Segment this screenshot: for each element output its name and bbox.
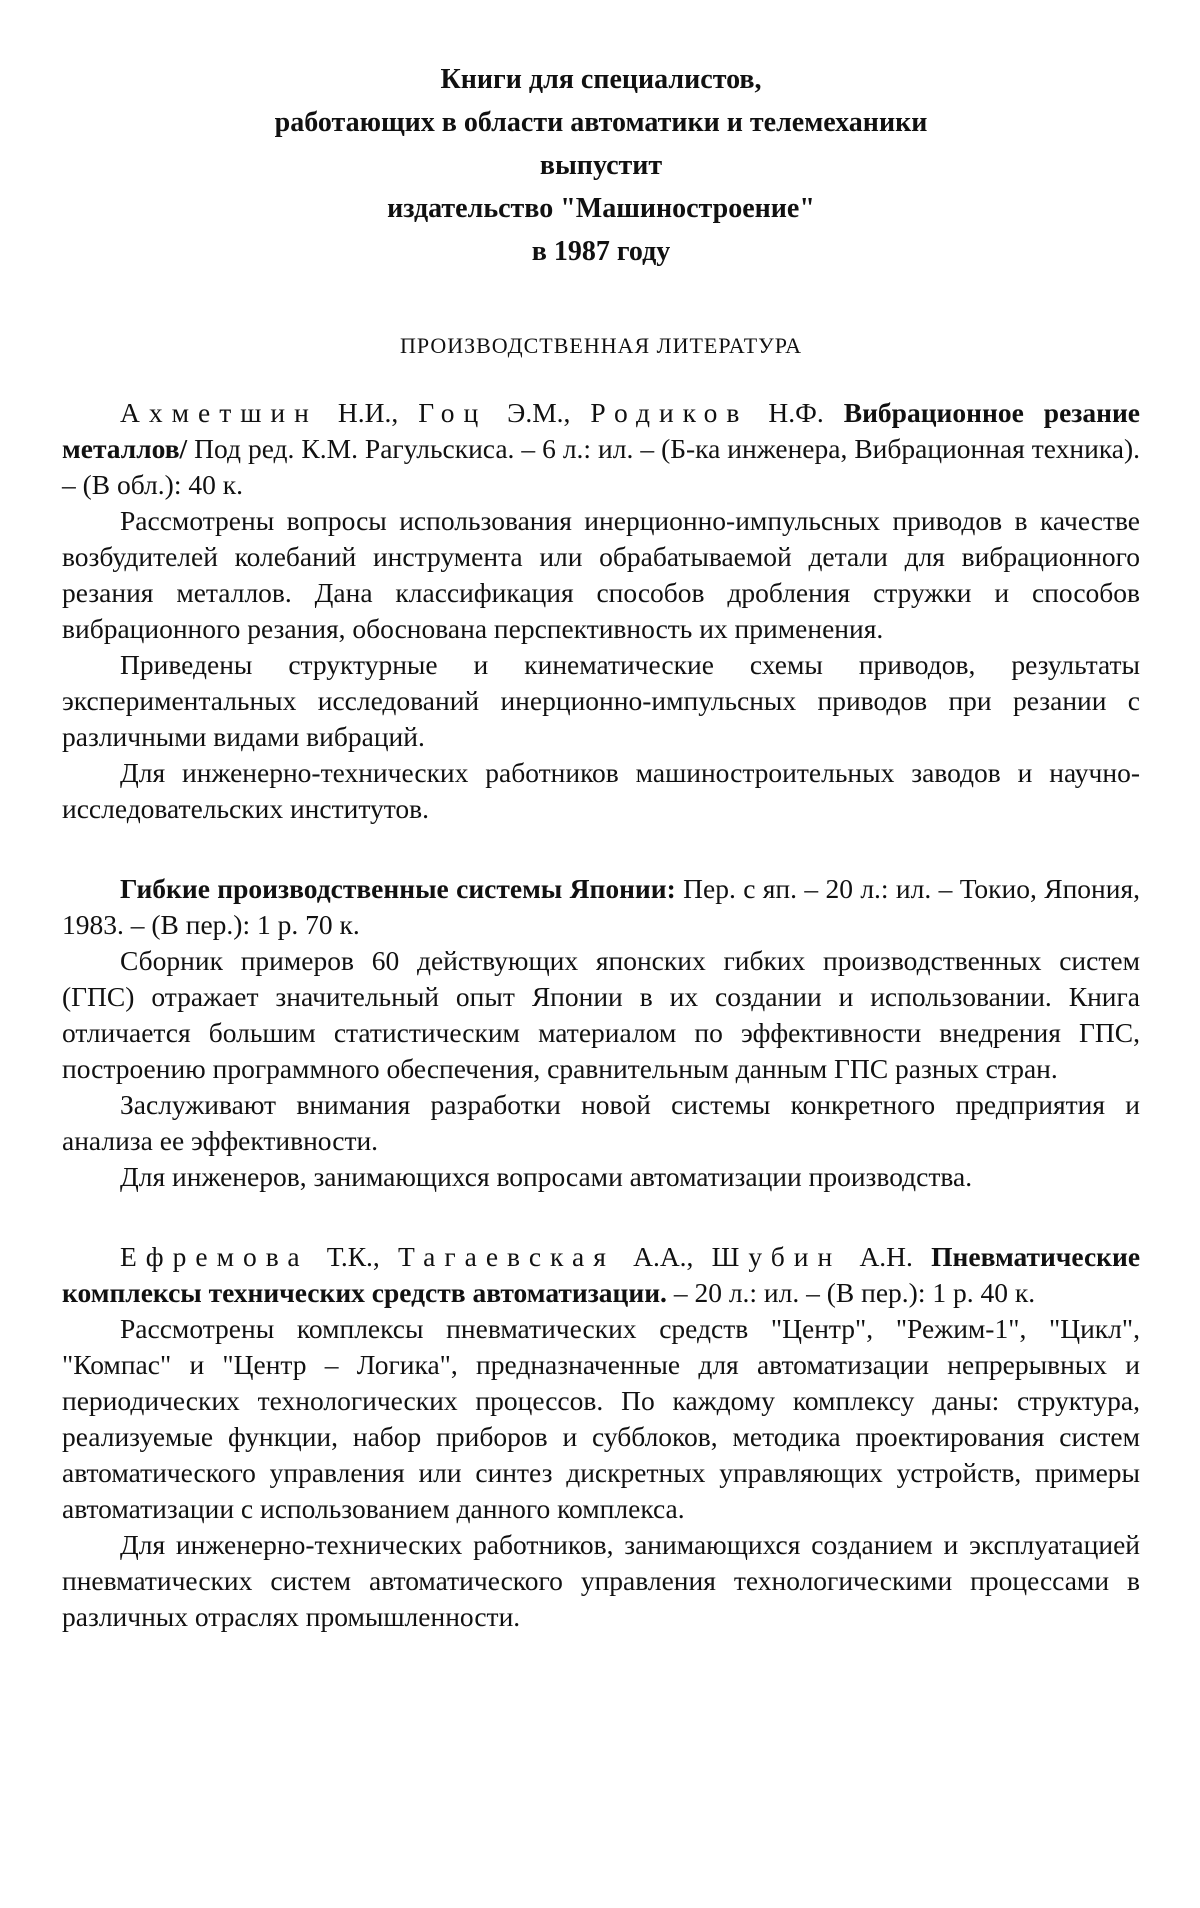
author-name: Ахметшин [120, 397, 318, 428]
audience-paragraph: Для инженеров, занимающихся вопросами автоматизации производства. [120, 1161, 973, 1192]
audience-paragraph: Для инженерно-технических работников машиностроительных заводов и научно-исследовательских институтов. [62, 757, 1140, 824]
book-details: – 20 л.: ил. – (В пер.): 1 р. 40 к. [673, 1277, 1036, 1308]
book-title: Пневматические комплексы технических средств автоматизации. [62, 1241, 1141, 1308]
bibliographic-record [62, 395, 1140, 503]
announcement-header [62, 58, 1140, 273]
header-line-4: издательство "Машиностроение" [387, 193, 815, 224]
author-name: Ефремова [120, 1241, 309, 1272]
audience-paragraph: Для инженерно-технических работников, занимающихся созданием и эксплуатацией пневматических систем автоматического управления технологическими процессами в различных отраслях промышленности. [62, 1529, 1140, 1632]
book-title: Вибрационное резание металлов/ [62, 397, 1140, 464]
book-entry [62, 871, 1140, 1195]
author-name: Гоц [418, 397, 488, 428]
header-line-1: Книги для специалистов, [440, 64, 762, 95]
section-heading: ПРОИЗВОДСТВЕННАЯ ЛИТЕРАТУРА [399, 333, 803, 358]
author-name: Шубин [711, 1241, 842, 1272]
bibliographic-record [62, 1239, 1140, 1311]
author-initials: Э.М., [507, 397, 571, 428]
description-paragraph: Рассмотрены вопросы использования инерционно-импульсных приводов в качестве возбудителей колебаний инструмента или обрабатываемой детали для вибрационного резания металлов. Дана классификация способов дробления стружки и способов вибрационного резания, обоснована перспективность их применения. [62, 505, 1140, 644]
book-title: Гибкие производственные системы Японии: [120, 873, 676, 904]
book-details: Пер. с яп. – 20 л.: ил. – Токио, Япония, 1983. – (В пер.): 1 р. 70 к. [62, 873, 1141, 940]
author-initials: А.Н. [859, 1241, 913, 1272]
book-entry [62, 395, 1140, 827]
author-initials: А.А., [633, 1241, 694, 1272]
description-paragraph: Рассмотрены комплексы пневматических средств "Центр", "Режим-1", "Цикл", "Компас" и "Центр – Логика", предназначенные для автоматизации непрерывных и периодических технологических процессов. По каждому комплексу даны: структура, реализуемые функции, набор приборов и субблоков, методика проектирования систем автоматического управления или синтез дискретных управляющих устройств, примеры автоматизации с использованием данного комплекса. [62, 1313, 1140, 1524]
description-paragraph: Заслуживают внимания разработки новой системы конкретного предприятия и анализа ее эффективности. [62, 1089, 1140, 1156]
book-details: Под ред. К.М. Рагульскиса. – 6 л.: ил. – (Б-ка инженера, Вибрационная техника). – (В обл.): 40 к. [62, 433, 1140, 500]
description-paragraph: Приведены структурные и кинематические схемы приводов, результаты экспериментальных исследований инерционно-импульсных приводов при резании с различными видами вибраций. [62, 649, 1140, 752]
bibliographic-record [62, 871, 1140, 943]
description-paragraph: Сборник примеров 60 действующих японских гибких производственных систем (ГПС) отражает значительный опыт Японии в их создании и использовании. Книга отличается большим статистическим материалом по эффективности внедрения ГПС, построению программного обеспечения, сравнительным данным ГПС разных стран. [62, 945, 1140, 1084]
book-entry [62, 1239, 1140, 1635]
header-line-2: работающих в области автоматики и телемеханики [274, 107, 928, 138]
header-line-5: в 1987 году [531, 236, 671, 267]
author-initials: Н.Ф. [768, 397, 824, 428]
author-name: Тагаевская [398, 1241, 615, 1272]
author-initials: Т.К., [326, 1241, 380, 1272]
author-name: Родиков [590, 397, 749, 428]
author-initials: Н.И., [337, 397, 399, 428]
header-line-3: выпустит [539, 150, 663, 181]
